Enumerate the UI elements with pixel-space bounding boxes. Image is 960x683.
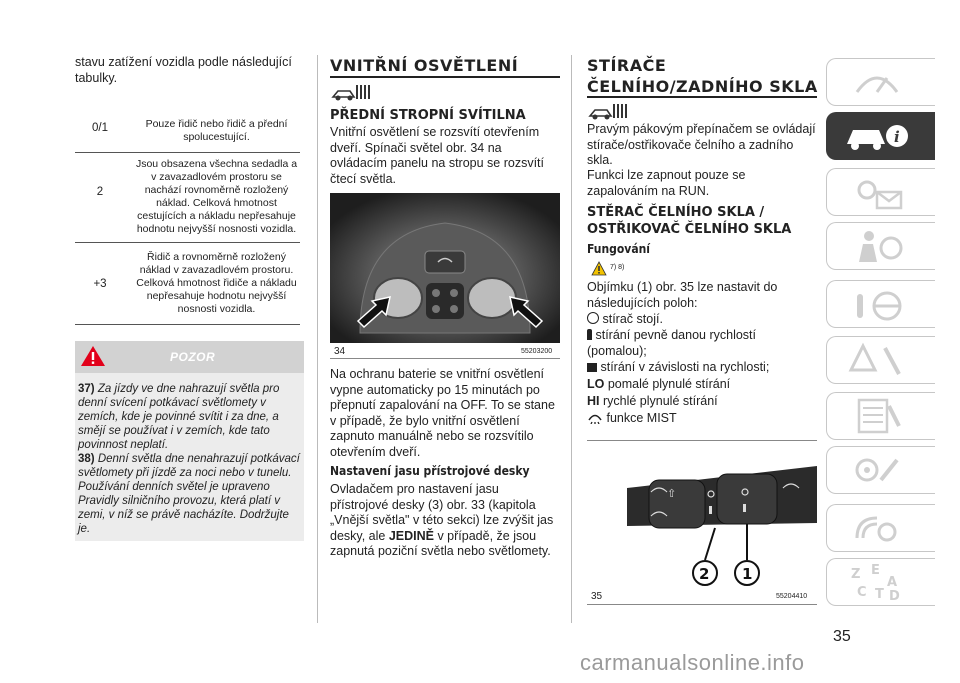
subheading-windshield-wiper-2: OSTŘIKOVAČ ČELNÍHO SKLA [587,222,792,237]
tab-emergency[interactable] [826,336,935,384]
watermark: carmanualsonline.info [580,650,805,675]
subheading-windshield-wiper-1: STĚRAČ ČELNÍHO SKLA / [587,205,765,220]
load-code: 2 [96,186,104,198]
svg-text:⇧: ⇧ [667,487,677,500]
figure-rule [587,604,817,605]
paragraph: Vnitřní osvětlení se rozsvítí otevřením dveří. Spínači světel obr. 34 na ovládacím panelu na stropu se rozsvítí čtecí světla. [330,125,545,186]
tab-lights-indicators[interactable] [826,168,935,216]
sun-envelope-icon [847,172,907,212]
figure-rule [330,358,560,359]
paragraph: Pravým pákovým přepínačem se ovládají stírače/ostřikovače čelního a zadního skla. [587,122,816,167]
list-item [587,360,817,376]
warning-triangle-icon [80,344,106,368]
car-info-icon [841,116,911,156]
paragraph: Funkci lze zapnout pouze se zapalováním na RUN. [587,168,746,198]
service-checklist-icon [847,396,907,436]
paragraph [330,482,560,560]
tab-safety[interactable] [826,222,935,270]
list-item-text: pomalé plynulé stírání [607,377,731,391]
hi-label: HI [587,394,600,408]
callout-2: 2 [699,565,710,583]
roof-light-figure [330,193,560,343]
paragraph-part: Ovladačem pro nastavení jasu přístrojové desky (3) obr. 33 (kapitola „Vnější světla" v této sekci) lze zvýšit jas desky, ale [330,482,554,543]
figure-code: 55203200 [521,348,553,355]
section-heading-interior-lights: VNITŘNÍ OSVĚTLENÍ [330,56,519,75]
list-item [587,377,817,393]
load-description: Jsou obsazena všechna sedadla a v zavazadlovém prostoru se nachází rovnoměrně rozložený náklad. Celková hmotnost cestujících a nákladu nepřesahuje hodnotu nejvyšší nosnosti vozidla. [135,158,298,235]
tab-multimedia[interactable] [826,504,935,552]
airbag-passenger-icon [847,226,907,266]
table-row [75,156,300,243]
alphabet-index-icon [847,562,907,602]
wrench-gear-icon [847,450,907,490]
warning-38-number: 38) [78,453,95,465]
vehicle-variant-icon [330,81,374,103]
wiper-off-icon [587,312,599,324]
mist-icon [587,411,603,424]
section-heading-wipers-2: ČELNÍHO/ZADNÍHO SKLA [587,77,818,96]
tab-index[interactable] [826,558,935,606]
figure-number: 35 [591,591,603,602]
svg-text:A: A [887,575,898,590]
warning-37-number: 37) [78,383,95,395]
subheading-dashboard-brightness: Nastavení jasu přístrojové desky [330,464,530,478]
load-code: +3 [93,278,107,290]
emphasis-text: JEDINĚ [388,528,434,543]
footnote-refs: 7) 8) [610,264,625,271]
list-item [587,394,817,410]
list-item-text: stírač stojí. [602,312,663,326]
load-code: 0/1 [92,122,108,134]
column-divider [571,55,572,623]
subheading-operation: Fungování [587,242,651,256]
warning-37-text: Za jízdy ve dne nahrazují světla pro denní svícení potkávací světlomety v zemích, kde je povinné svítit i za dne, a smějí se používat i v zemích, kde tato povinnost neplatí. [78,383,280,451]
svg-text:E: E [871,563,880,578]
list-item [587,328,817,359]
paragraph: Objímku (1) obr. 35 lze nastavit do následujících poloh: [587,280,778,310]
warning-text [78,382,300,536]
list-item [587,312,817,328]
svg-text:C: C [857,585,867,600]
dashboard-icon [847,62,907,102]
lo-label: LO [587,377,605,391]
warning-title: POZOR [170,350,216,364]
section-heading-wipers-1: STÍRAČE [587,56,667,75]
intro-text: stavu zatížení vozidla podle následující tabulky. [75,55,292,85]
figure-number: 34 [334,346,346,357]
list-item-text: rychlé plynulé stírání [602,394,718,408]
list-item-text: stírání v závislosti na rychlosti; [600,360,770,374]
svg-text:D: D [889,589,900,602]
wiper-intermittent-icon [587,329,592,340]
tab-maintenance[interactable] [826,392,935,440]
table-row [75,116,300,153]
warning-triangle-tools-icon [847,340,907,380]
wiper-stalk-figure [587,448,817,588]
vehicle-variant-icon [587,100,631,122]
page-number: 35 [833,628,851,645]
callout-1: 1 [742,565,753,583]
list-item-text: stírání pevně danou rychlostí (pomalou); [587,328,756,358]
paragraph: Na ochranu baterie se vnitřní osvětlení vypne automaticky po 15 minutách po přepnutí zapalování na OFF. To se stane v případě, že bylo vnitřní osvětlení zapnuto manuálně nebo se rozsvítilo otevřením dveří. [330,367,555,459]
wiper-auto-icon [587,363,597,372]
subheading-front-roof-lamp: PŘEDNÍ STROPNÍ SVÍTILNA [330,108,526,123]
heading-rule [587,96,817,98]
warning-38-text: Denní světla dne nenahrazují potkávací světlomety při jízdě za noci nebo v tunelu. Používání denních světel je upraveno Pravidly silničního provozu, která platí v zemi, v níž se právě nacházíte. Dodržujte je. [78,453,300,535]
tab-technical-data[interactable] [826,446,935,494]
load-description: Řidič a rovnoměrně rozložený náklad v zavazadlovém prostoru. Celková hmotnost řidiče a nákladu nepřesahuje hodnotu nejvyšší nosnosti vozidla. [136,251,297,315]
svg-text:Z: Z [851,567,861,582]
figure-rule [587,440,817,441]
paragraph-part: v případě, že jsou zapnutá poziční světla nebo světlomety. [330,528,551,558]
satellite-icon [847,508,907,548]
figure-code: 55204410 [776,593,808,600]
column-divider [317,55,318,623]
list-item [587,411,817,427]
heading-rule [330,76,560,78]
steering-wheel-icon [847,284,907,324]
tab-vehicle-info[interactable] [826,112,935,160]
list-item-text: funkce MIST [606,411,677,425]
svg-text:T: T [875,587,884,602]
table-row [75,248,300,325]
load-description: Pouze řidič nebo řidič a přední spolucestující. [145,118,288,143]
svg-text:i: i [894,128,900,146]
warning-caution-icon [591,261,607,276]
tab-dashboard[interactable] [826,58,935,106]
tab-driving[interactable] [826,280,935,328]
